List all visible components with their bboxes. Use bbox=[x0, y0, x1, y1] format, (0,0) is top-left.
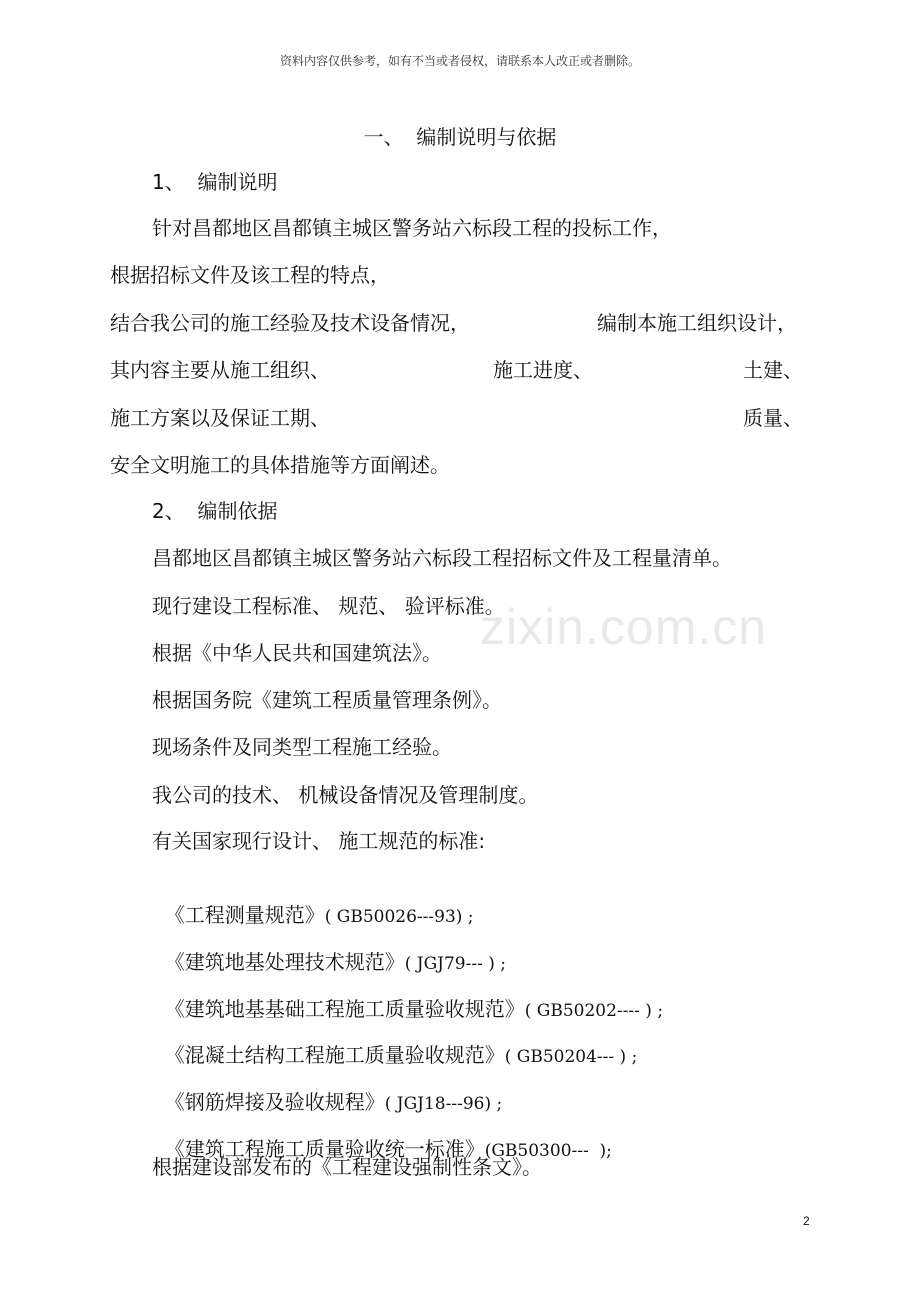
standard-code: ( GB50026---93) ; bbox=[324, 907, 474, 927]
para1-line3b: 编制本施工组织设计， bbox=[597, 311, 797, 335]
subheading-explanation: 1、 编制说明 bbox=[152, 170, 278, 194]
basis-item: 现行建设工程标准、 规范、 验评标准。 bbox=[152, 594, 505, 618]
para1-line1: 针对昌都地区昌都镇主城区警务站六标段工程的投标工作， bbox=[152, 216, 672, 240]
para1-line4a: 其内容主要从施工组织、 bbox=[110, 358, 330, 382]
page-number: 2 bbox=[803, 1214, 810, 1228]
para1-line5a: 施工方案以及保证工期、 bbox=[110, 406, 330, 430]
para1-line3a: 结合我公司的施工经验及技术设备情况， bbox=[110, 311, 470, 335]
basis-item: 我公司的技术、 机械设备情况及管理制度。 bbox=[152, 783, 539, 807]
standard-code: ( JGJ18---96) ; bbox=[384, 1094, 503, 1114]
basis-item: 有关国家现行设计、 施工规范的标准: bbox=[152, 829, 486, 853]
standard-name: 《钢筋焊接及验收规程》 bbox=[164, 1090, 385, 1114]
basis-item: 现场条件及同类型工程施工经验。 bbox=[152, 735, 452, 759]
standard-name: 《建筑地基基础工程施工质量验收规范》 bbox=[164, 997, 525, 1021]
final-basis-line: 根据建设部发布的《工程建设强制性条文》。 bbox=[152, 1155, 542, 1179]
standard-name: 《建筑工程施工质量验收统一标准》 bbox=[164, 1137, 485, 1161]
para1-line6: 安全文明施工的具体措施等方面阐述。 bbox=[110, 453, 450, 477]
standard-code: ( GB50202---- ) ; bbox=[524, 1001, 664, 1021]
standard-name: 《混凝土结构工程施工质量验收规范》 bbox=[164, 1043, 505, 1067]
standard-code: (GB50300--- ); bbox=[484, 1141, 612, 1161]
standard-code: ( JGJ79--- ) ; bbox=[404, 954, 506, 974]
basis-item: 根据国务院《建筑工程质量管理条例》。 bbox=[152, 688, 502, 712]
watermark: zixin.com.cn bbox=[480, 599, 768, 655]
standard-code: ( GB50204--- ) ; bbox=[504, 1047, 638, 1067]
basis-item: 昌都地区昌都镇主城区警务站六标段工程招标文件及工程量清单。 bbox=[152, 546, 732, 570]
standard-name: 《建筑地基处理技术规范》 bbox=[164, 950, 405, 974]
basis-item: 根据《中华人民共和国建筑法》。 bbox=[152, 641, 442, 665]
para1-line4c: 土建、 bbox=[743, 358, 803, 382]
para1-line5b: 质量、 bbox=[743, 406, 803, 430]
section-title: 一、 编制说明与依据 bbox=[363, 125, 557, 149]
para1-line2: 根据招标文件及该工程的特点， bbox=[110, 263, 390, 287]
subheading-basis: 2、 编制依据 bbox=[152, 499, 278, 523]
standard-name: 《工程测量规范》 bbox=[164, 903, 325, 927]
header-notice: 资料内容仅供参考，如有不当或者侵权，请联系本人改正或者删除。 bbox=[279, 54, 640, 68]
para1-line4b: 施工进度、 bbox=[493, 358, 593, 382]
